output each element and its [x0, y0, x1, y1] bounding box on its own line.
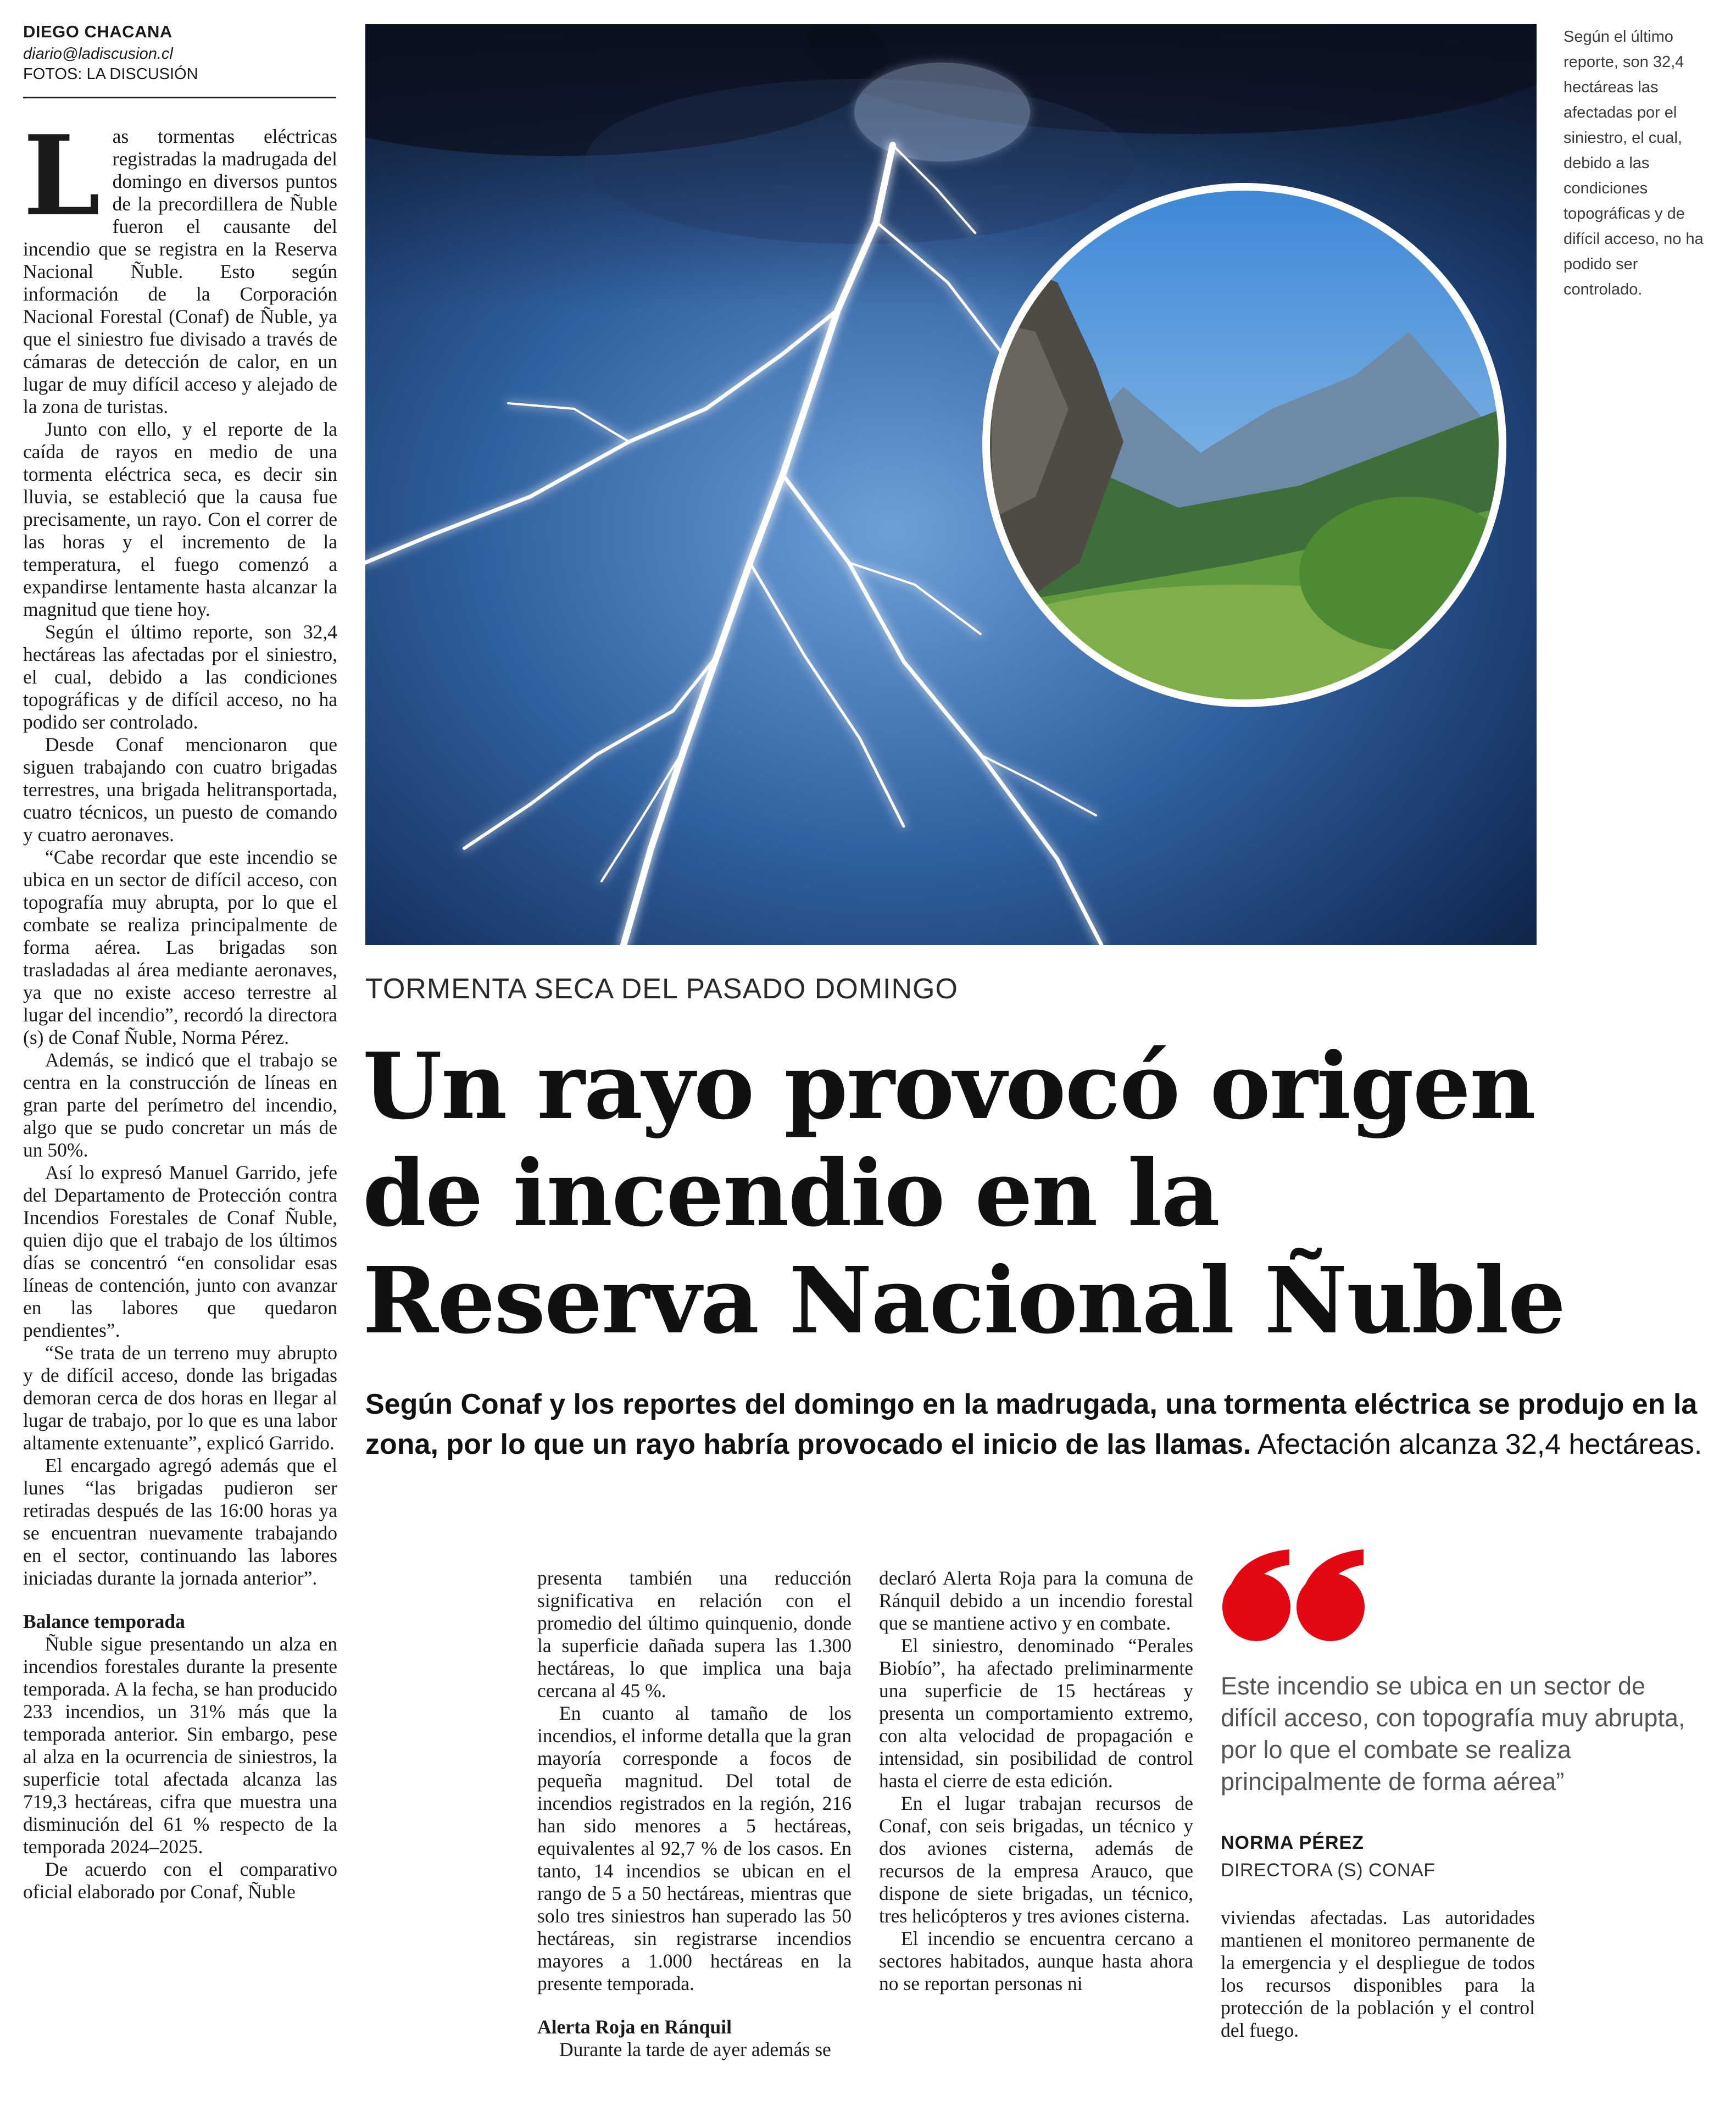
headline-line-3: Reserva Nacional Ñuble — [363, 1247, 1565, 1354]
subhead-balance: Balance temporada — [23, 1610, 185, 1632]
paragraph: El incendio se encuentra cercano a sectores habitados, aunque hasta ahora no se reportan personas ni — [879, 1927, 1193, 1994]
paragraph: En el lugar trabajan recursos de Conaf, con seis brigadas, un técnico y dos aviones cisterna, además de recursos de la empresa Arauco, que dispone de siete brigadas, un técnico, tres helicópteros y tres aviones cisterna. — [879, 1792, 1193, 1927]
drop-cap: L — [23, 125, 101, 241]
author-email[interactable]: diario@ladiscusion.cl — [23, 45, 173, 63]
paragraph: “Cabe recordar que este incendio se ubica en un sector de difícil acceso, con topografía muy abrupta, por lo que el combate se realiza principalmente de forma aérea. Las brigadas son trasladadas al área mediante aeronaves, ya que no existe acceso terrestre al lugar del incendio”, recordó la directora (s) de Conaf Ñuble, Norma Pérez. — [23, 846, 337, 1048]
subhead-alerta-roja: Alerta Roja en Ránquil — [537, 2016, 732, 2038]
paragraph: El siniestro, denominado “Perales Biobío”, ha afectado preliminarmente una superficie de 15 hectáreas y presenta un comportamiento extremo, con alta velocidad de propagación e intensidad, sin posibilidad de control hasta el cierre de esta edición. — [879, 1635, 1193, 1792]
byline — [23, 22, 336, 98]
kicker: TORMENTA SECA DEL PASADO DOMINGO — [365, 973, 958, 1005]
article-column-1 — [23, 125, 337, 2114]
headline-line-1: Un rayo provocó origen — [363, 1033, 1535, 1140]
paragraph: En cuanto al tamaño de los incendios, el informe detalla que la gran mayoría corresponde a focos de pequeña magnitud. Del total de incendios registrados en la región, 216 han sido menores a 5 hectáreas, equivalentes al 92,7 % de los casos. En tanto, 14 incendios se ubican en el rango de 5 a 50 hectáreas, mientras que solo tres siniestros han superado las 50 hectáreas, sin registrarse incendios mayores a 1.000 hectáreas en la presente temporada. — [537, 1702, 852, 1994]
paragraph: Ñuble sigue presentando un alza en incendios forestales durante la presente temporada. A la fecha, se han producido 233 incendios, un 31% más que la temporada anterior. Sin embargo, pese al alza en la ocurrencia de siniestros, la superficie total afectada alcanza las 719,3 hectáreas, cifra que muestra una disminución del 61 % respecto de la temporada 2024–2025. — [23, 1633, 337, 1858]
paragraph: declaró Alerta Roja para la comuna de Ránquil debido a un incendio forestal que se mantiene activo y en combate. — [879, 1567, 1193, 1634]
pull-quote-name: NORMA PÉREZ — [1221, 1832, 1364, 1853]
paragraph: De acuerdo con el comparativo oficial elaborado por Conaf, Ñuble — [23, 1858, 337, 1903]
headline — [363, 1033, 1709, 1354]
article-column-2 — [537, 1567, 852, 2111]
paragraph: viviendas afectadas. Las autoridades mantienen el monitoreo permanente de la emergencia y el despliegue de todos los recursos disponibles para la protección de la población y el control del fuego. — [1221, 1907, 1535, 2041]
paragraph: Junto con ello, y el reporte de la caída de rayos en medio de una tormenta eléctrica seca, es decir sin lluvia, se estableció que la causa fue precisamente, un rayo. Con el correr de las horas y el incremento de la temperatura, el fuego comenzó a expandirse lentamente hasta alcanzar la magnitud que tiene hoy. — [23, 418, 337, 620]
paragraph: Desde Conaf mencionaron que siguen trabajando con cuatro brigadas terrestres, una brigada helitransportada, cuatro técnicos, un puesto de comando y cuatro aeronaves. — [23, 733, 337, 846]
quote-mark-icon — [1221, 1549, 1369, 1645]
author-name: DIEGO CHACANA — [23, 22, 173, 41]
paragraph: Las tormentas eléctricas registradas la madrugada del domingo en diversos puntos de la precordillera de Ñuble fueron el causante del incendio que se registra en la Reserva Nacional Ñuble. Esto según información de la Corporación Nacional Forestal (Conaf) de Ñuble, ya que el siniestro fue divisado a través de cámaras de detección de calor, en un lugar de muy difícil acceso y alejado de la zona de turistas. — [23, 125, 337, 418]
hero-photo-lightning — [365, 24, 1537, 945]
dek-regular: Afectación alcanza 32,4 hectáreas. — [1251, 1429, 1702, 1460]
paragraph: Según el último reporte, son 32,4 hectáreas las afectadas por el siniestro, el cual, debido a las condiciones topográficas y de difícil acceso, no ha podido ser controlado. — [23, 621, 337, 733]
dek-summary — [365, 1385, 1711, 1465]
lightning-illustration — [365, 24, 1537, 945]
paragraph: “Se trata de un terreno muy abrupto y de difícil acceso, donde las brigadas demoran cerca de dos horas en llegar al lugar de trabajo, por lo que es una labor altamente extenuante”, explicó Garrido. — [23, 1342, 337, 1454]
photo-caption: Según el último reporte, son 32,4 hectáreas las afectadas por el siniestro, el cual, debido a las condiciones topográficas y de difícil acceso, no ha podido ser controlado. — [1563, 28, 1704, 298]
photo-credit: FOTOS: LA DISCUSIÓN — [23, 65, 198, 83]
paragraph: Así lo expresó Manuel Garrido, jefe del Departamento de Protección contra Incendios Forestales de Conaf Ñuble, quien dijo que el trabajo de los últimos días se concentró “en consolidar esas líneas de contención, junto con avanzar en las labores que quedaron pendientes”. — [23, 1161, 337, 1341]
paragraph: El encargado agregó además que el lunes “las brigadas pudieron ser retiradas después de las 16:00 horas ya se encuentran nuevamente trabajando en el sector, continuando las labores iniciadas durante la jornada anterior”. — [23, 1454, 337, 1589]
article-column-4 — [1221, 1907, 1535, 2115]
paragraph: Además, se indicó que el trabajo se centra en la construcción de líneas en gran parte del perímetro del incendio, algo que se pudo concretar un más de un 50%. — [23, 1049, 337, 1161]
headline-line-2: de incendio en la — [363, 1140, 1219, 1247]
article-column-3 — [879, 1567, 1193, 2111]
paragraph: Durante la tarde de ayer además se — [559, 2038, 831, 2060]
pull-quote-role: DIRECTORA (S) CONAF — [1221, 1860, 1435, 1881]
paragraph: presenta también una reducción significativa en relación con el promedio del último quinquenio, donde la superficie dañada supera las 1.300 hectáreas, lo que implica una baja cercana al 45 %. — [537, 1567, 852, 1702]
dek-bold: Según Conaf y los reportes del domingo en la madrugada, una tormenta eléctrica se produjo en la zona, por lo que un rayo habría provocado el inicio de las llamas. — [365, 1388, 1698, 1460]
pull-quote-text: Este incendio se ubica en un sector de difícil acceso, con topografía muy abrupta, por lo que el combate se realiza principalmente de forma aérea” — [1221, 1672, 1685, 1796]
